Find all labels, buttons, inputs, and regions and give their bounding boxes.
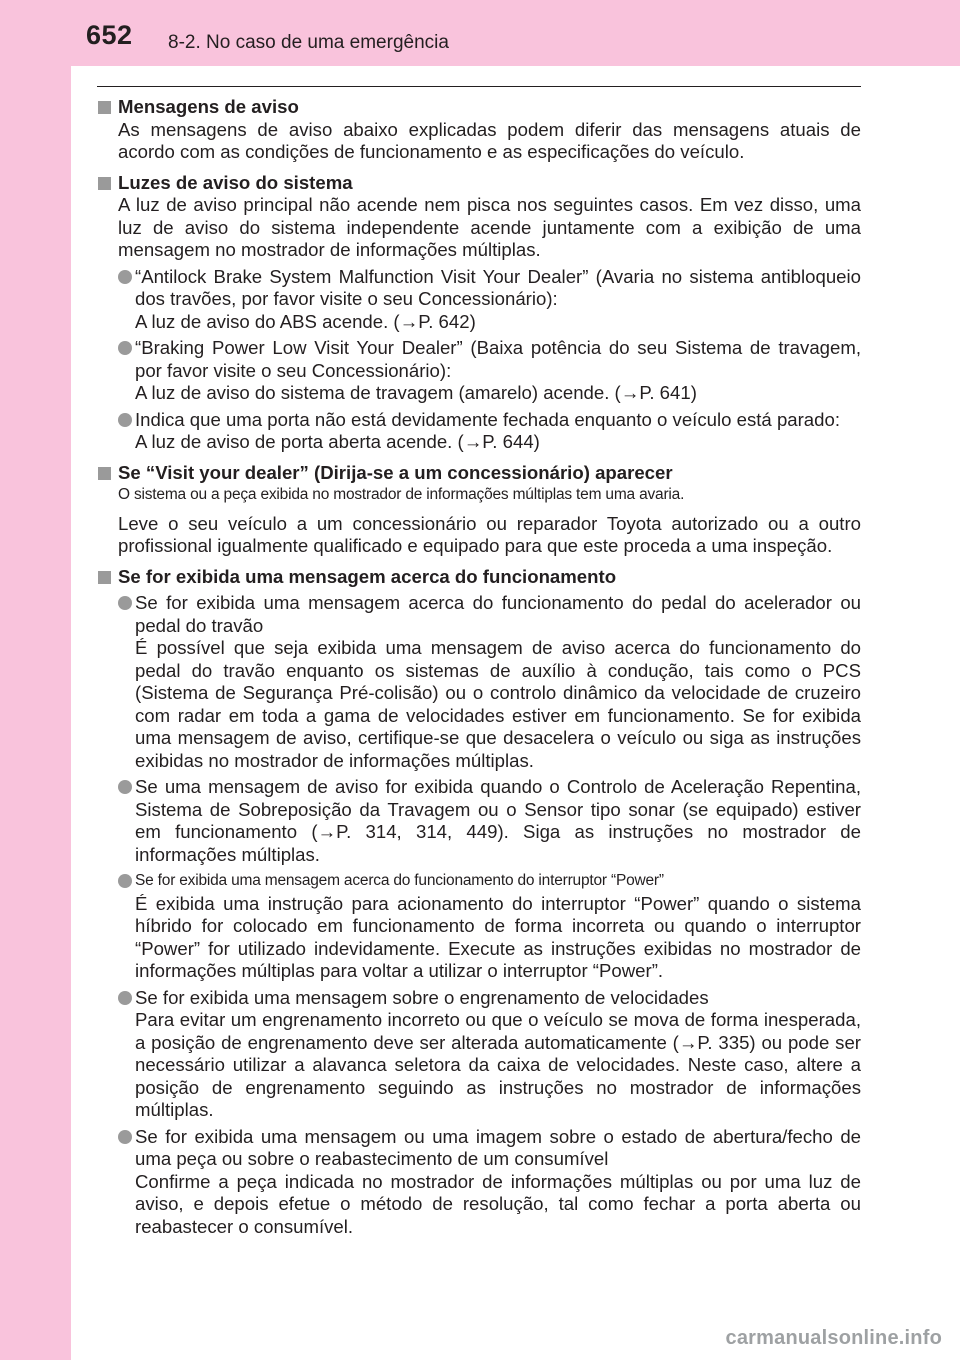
paragraph: O sistema ou a peça exibida no mostrador de informações múltiplas tem uma avaria. — [118, 486, 685, 503]
list-item-title: Se for exibida uma mensagem acerca do funcionamento do interruptor “Power” — [135, 872, 664, 889]
round-bullet-icon — [118, 780, 132, 794]
section-title: Se for exibida uma mensagem acerca do funcionamento — [118, 565, 617, 587]
page-number: 652 — [86, 20, 133, 50]
round-bullet-icon — [118, 341, 132, 355]
side-tab-bar — [0, 0, 71, 1360]
square-bullet-icon — [98, 101, 111, 114]
list-item — [118, 409, 861, 454]
list-item-title: Se uma mensagem de aviso for exibida quando o Controlo de Aceleração Repentina, Sistema de Sobreposição da Travagem ou o Sensor tipo sonar (se equipado) estiver em funcionamento (→P. 314, 314, 449). Siga as instruções no mostrador de informações múltiplas. — [135, 776, 861, 865]
list-item-title: Se for exibida uma mensagem ou uma imagem sobre o estado de abertura/fecho de uma peça ou sobre o reabastecimento de um consumível — [135, 1125, 861, 1169]
list-item-body: A luz de aviso do ABS acende. (→P. 642) — [135, 310, 476, 332]
list-item — [118, 870, 861, 983]
list-item — [118, 1126, 861, 1239]
watermark[interactable]: carmanualsonline.info — [725, 1327, 942, 1349]
list-item — [118, 266, 861, 334]
chapter-title: 8-2. No caso de uma emergência — [168, 32, 449, 53]
round-bullet-icon — [118, 270, 132, 284]
round-bullet-icon — [118, 991, 132, 1005]
round-bullet-icon — [118, 874, 132, 888]
square-bullet-icon — [98, 467, 111, 480]
square-bullet-icon — [98, 177, 111, 190]
paragraph: As mensagens de aviso abaixo explicadas podem diferir das mensagens atuais de acordo com as condições de funcionamento e as especificações do veículo. — [118, 118, 861, 162]
list-item-body: A luz de aviso de porta aberta acende. (→P. 644) — [135, 431, 540, 452]
section-visit-your-dealer — [97, 462, 861, 558]
paragraph: Leve o seu veículo a um concessionário ou reparador Toyota autorizado ou a outro profissional igualmente qualificado e equipado para que este proceda a uma inspeção. — [118, 512, 861, 556]
list-item-body: É exibida uma instrução para acionamento do interruptor “Power” quando o sistema híbrido for colocado em funcionamento de forma incorreta ou quando o interruptor “Power” for utilizado indevidamente. Execute as instruções exibidas no mostrador de informações múltiplas para voltar a utilizar o interruptor “Power”. — [135, 892, 861, 981]
list-item-body: É possível que seja exibida uma mensagem de aviso acerca do funcionamento do pedal do travão enquanto os sistemas de auxílio à condução, tais como o PCS (Sistema de Segurança Pré-colisão) ou o controlo dinâmico da velocidade de cruzeiro com radar em toda a gama de velocidades estiver em funcionamento. Se for exibida uma mensagem de aviso, certifique-se que desacelera o veículo ou siga as instruções exibidas no mostrador de informações múltiplas. — [135, 637, 861, 771]
page-content — [97, 96, 861, 1238]
list-item-title: “Antilock Brake System Malfunction Visit Your Dealer” (Avaria no sistema antibloqueio dos travões, por favor visite o seu Concessionário): — [135, 265, 861, 309]
paragraph: A luz de aviso principal não acende nem pisca nos seguintes casos. Em vez disso, uma luz de aviso do sistema independente acende juntamente com a exibição de uma mensagem no mostrador de informações múltiplas. — [118, 194, 861, 260]
page-header — [0, 0, 960, 66]
header-rule — [97, 86, 861, 87]
round-bullet-icon — [118, 596, 132, 610]
list-item-body: Para evitar um engrenamento incorreto ou que o veículo se mova de forma inesperada, a posição de engrenamento deve ser alterada automaticamente (→P. 335) ou pode ser necessário utilizar a alavanca seletora da caixa de velocidades. Neste caso, altere a posição de engrenamento seguindo as instruções no mostrador de informações múltiplas. — [135, 1009, 861, 1120]
section-system-warning-lights — [97, 172, 861, 454]
list-item-body: A luz de aviso do sistema de travagem (amarelo) acende. (→P. 641) — [135, 382, 697, 403]
list-item — [118, 337, 861, 405]
square-bullet-icon — [98, 571, 111, 584]
section-warning-messages — [97, 96, 861, 164]
list-item-body: Confirme a peça indicada no mostrador de informações múltiplas ou por uma luz de aviso, e depois efetue o método de resolução, tal como fechar a porta aberta ou reabastecer o consumível. — [135, 1170, 861, 1237]
list-item — [118, 592, 861, 772]
section-title: Mensagens de aviso — [118, 96, 299, 117]
section-title: Se “Visit your dealer” (Dirija-se a um concessionário) aparecer — [118, 461, 673, 483]
list-item — [118, 776, 861, 866]
round-bullet-icon — [118, 1130, 132, 1144]
list-item-title: Se for exibida uma mensagem acerca do funcionamento do pedal do acelerador ou pedal do travão — [135, 592, 861, 636]
list-item-title: Indica que uma porta não está devidamente fechada enquanto o veículo está parado: — [135, 408, 841, 430]
section-title: Luzes de aviso do sistema — [118, 171, 353, 193]
section-operation-message — [97, 566, 861, 1239]
list-item-title: Se for exibida uma mensagem sobre o engrenamento de velocidades — [135, 986, 709, 1008]
list-item-title: “Braking Power Low Visit Your Dealer” (Baixa potência do seu Sistema de travagem, por favor visite o seu Concessionário): — [135, 337, 861, 381]
list-item — [118, 987, 861, 1122]
round-bullet-icon — [118, 413, 132, 427]
